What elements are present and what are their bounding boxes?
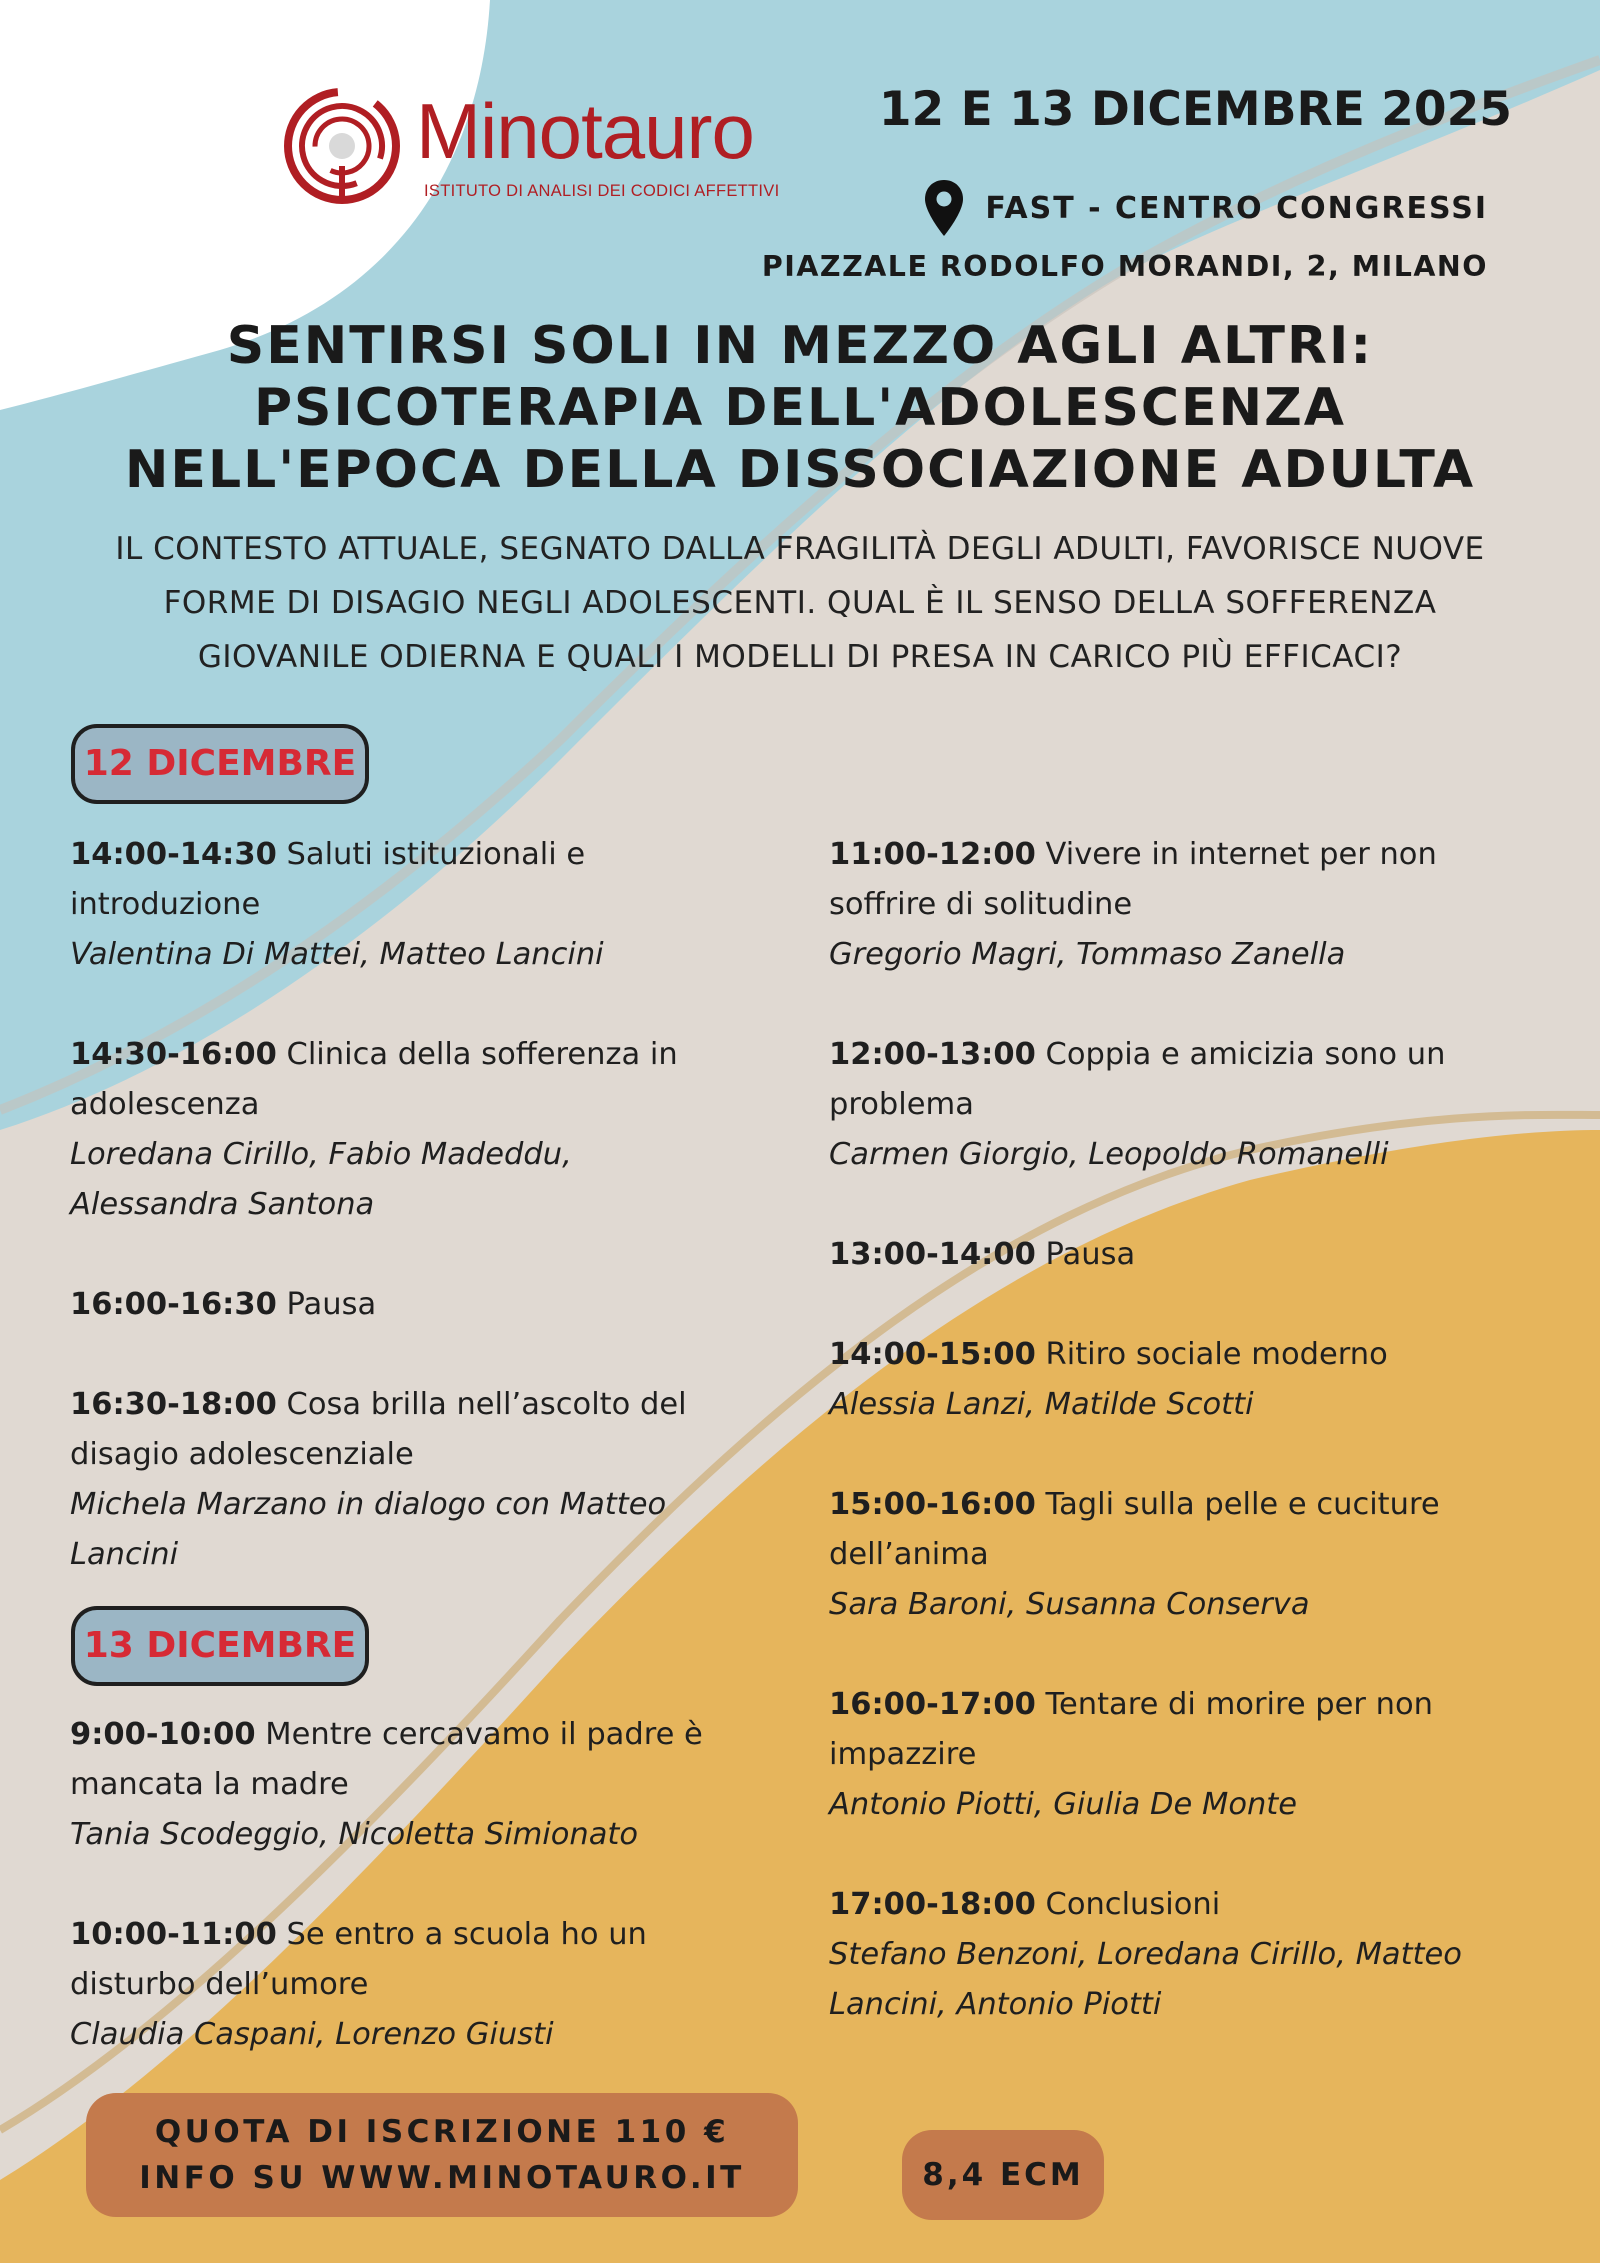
schedule-item	[829, 1480, 1549, 1630]
item-title: Mentre cercavamo il padre è	[255, 1717, 703, 1752]
title-line: NELL'EPOCA DELLA DISSOCIAZIONE ADULTA	[124, 440, 1476, 500]
item-title: adolescenza	[70, 1087, 260, 1122]
intro-line: IL CONTESTO ATTUALE, SEGNATO DALLA FRAGILITÀ DEGLI ADULTI, FAVORISCE NUOVE	[115, 531, 1485, 567]
item-title: Tentare di morire per non	[1035, 1687, 1433, 1722]
day1-schedule	[70, 830, 790, 1580]
item-title: Se entro a scuola ho un	[276, 1917, 647, 1952]
schedule-item	[829, 1030, 1549, 1180]
schedule-item	[70, 1380, 790, 1580]
schedule-item	[829, 1880, 1549, 2030]
schedule-item	[70, 1710, 790, 1860]
item-title: dell’anima	[829, 1537, 989, 1572]
location-pin-icon	[925, 180, 963, 236]
item-speakers: Alessandra Santona	[70, 1187, 375, 1222]
item-speakers: Tania Scodeggio, Nicoletta Simionato	[70, 1817, 639, 1852]
item-time: 15:00-16:00	[829, 1487, 1036, 1522]
item-speakers: Lancini, Antonio Piotti	[829, 1987, 1162, 2022]
item-time: 9:00-10:00	[70, 1717, 256, 1752]
item-speakers: Loredana Cirillo, Fabio Madeddu,	[70, 1137, 572, 1172]
schedule-item	[829, 830, 1549, 980]
item-speakers: Valentina Di Mattei, Matteo Lancini	[70, 937, 604, 972]
item-title: introduzione	[70, 887, 261, 922]
minotauro-logo-icon	[282, 86, 408, 206]
schedule-item	[829, 1230, 1549, 1280]
item-time: 14:00-15:00	[829, 1337, 1036, 1372]
item-title: mancata la madre	[70, 1767, 349, 1802]
item-time: 17:00-18:00	[829, 1887, 1036, 1922]
item-title: impazzire	[829, 1737, 977, 1772]
day1-badge: 12 DICEMBRE	[71, 724, 369, 804]
item-time: 10:00-11:00	[70, 1917, 277, 1952]
item-time: 14:30-16:00	[70, 1037, 277, 1072]
item-title: Pausa	[1035, 1237, 1136, 1272]
event-venue	[925, 180, 1488, 236]
item-speakers: Antonio Piotti, Giulia De Monte	[829, 1787, 1298, 1822]
item-time: 13:00-14:00	[829, 1237, 1036, 1272]
item-time: 16:00-16:30	[70, 1287, 277, 1322]
item-speakers: Lancini	[70, 1537, 179, 1572]
event-title	[0, 315, 1600, 501]
item-time: 16:30-18:00	[70, 1387, 277, 1422]
item-title: Ritiro sociale moderno	[1035, 1337, 1388, 1372]
item-speakers: Alessia Lanzi, Matilde Scotti	[829, 1387, 1254, 1422]
item-time: 14:00-14:30	[70, 837, 277, 872]
title-line: PSICOTERAPIA DELL'ADOLESCENZA	[253, 378, 1347, 438]
day2-schedule-right	[829, 830, 1549, 2030]
item-title: Pausa	[276, 1287, 377, 1322]
ecm-credits: 8,4 ECM	[902, 2130, 1104, 2220]
item-speakers: Gregorio Magri, Tommaso Zanella	[829, 937, 1346, 972]
logo-subtitle: ISTITUTO DI ANALISI DEI CODICI AFFETTIVI	[424, 182, 780, 200]
day2-schedule-left	[70, 1710, 790, 2060]
schedule-item	[829, 1680, 1549, 1830]
item-title: disagio adolescenziale	[70, 1437, 414, 1472]
item-speakers: Carmen Giorgio, Leopoldo Romanelli	[829, 1137, 1389, 1172]
item-speakers: Michela Marzano in dialogo con Matteo	[70, 1487, 667, 1522]
item-title: Tagli sulla pelle e cuciture	[1035, 1487, 1440, 1522]
item-title: Vivere in internet per non	[1035, 837, 1437, 872]
item-title: Coppia e amicizia sono un	[1035, 1037, 1446, 1072]
day2-badge: 13 DICEMBRE	[71, 1606, 369, 1686]
registration-fee: QUOTA DI ISCRIZIONE 110 €	[154, 2114, 730, 2150]
schedule-item	[70, 1030, 790, 1230]
intro-line: GIOVANILE ODIERNA E QUALI I MODELLI DI PRESA IN CARICO PIÙ EFFICACI?	[197, 639, 1403, 675]
item-title: Saluti istituzionali e	[276, 837, 586, 872]
schedule-item	[70, 1910, 790, 2060]
item-title: problema	[829, 1087, 974, 1122]
event-address: PIAZZALE RODOLFO MORANDI, 2, MILANO	[761, 250, 1488, 283]
item-speakers: Claudia Caspani, Lorenzo Giusti	[70, 2017, 554, 2052]
schedule-item	[70, 830, 790, 980]
item-title: Clinica della sofferenza in	[276, 1037, 678, 1072]
item-time: 16:00-17:00	[829, 1687, 1036, 1722]
logo-name: Minotauro	[416, 87, 754, 175]
event-date: 12 E 13 DICEMBRE 2025	[878, 82, 1512, 137]
item-title: soffrire di solitudine	[829, 887, 1133, 922]
registration-info	[86, 2093, 798, 2217]
venue-name: FAST - CENTRO CONGRESSI	[985, 190, 1488, 226]
info-link[interactable]: INFO SU WWW.MINOTAURO.IT	[139, 2160, 745, 2196]
item-time: 12:00-13:00	[829, 1037, 1036, 1072]
item-speakers: Sara Baroni, Susanna Conserva	[829, 1587, 1310, 1622]
logo	[282, 86, 822, 206]
event-intro	[20, 522, 1580, 684]
item-title: disturbo dell’umore	[70, 1967, 369, 2002]
item-title: Conclusioni	[1035, 1887, 1221, 1922]
schedule-item	[70, 1280, 790, 1330]
item-title: Cosa brilla nell’ascolto del	[276, 1387, 687, 1422]
item-speakers: Stefano Benzoni, Loredana Cirillo, Matteo	[829, 1937, 1462, 1972]
item-time: 11:00-12:00	[829, 837, 1036, 872]
title-line: SENTIRSI SOLI IN MEZZO AGLI ALTRI:	[226, 316, 1374, 376]
intro-line: FORME DI DISAGIO NEGLI ADOLESCENTI. QUAL È IL SENSO DELLA SOFFERENZA	[163, 585, 1437, 621]
schedule-item	[829, 1330, 1549, 1430]
